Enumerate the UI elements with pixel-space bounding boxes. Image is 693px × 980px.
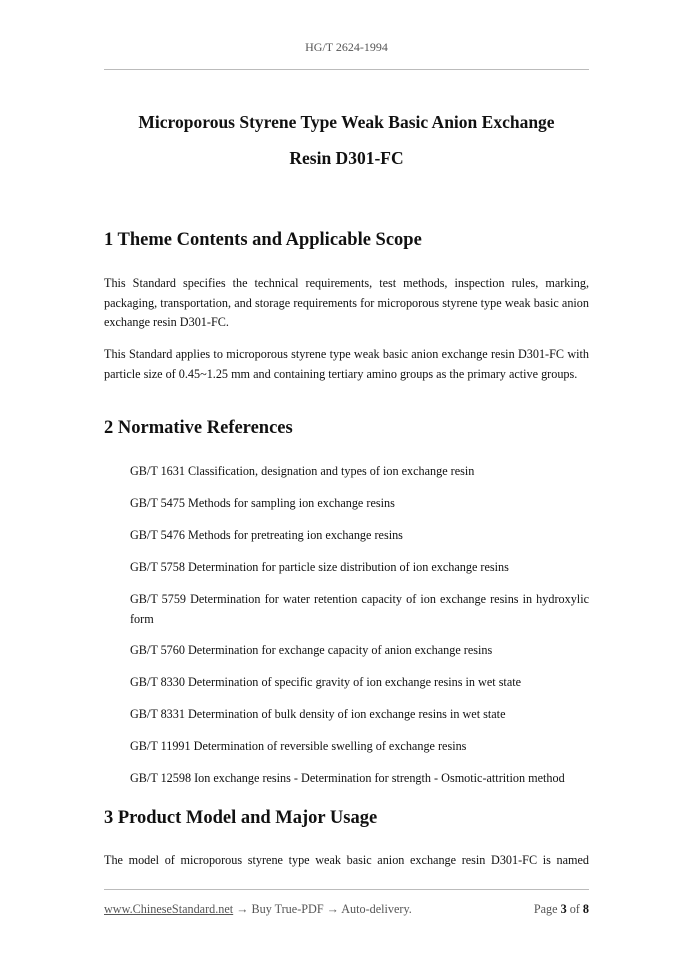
- section-2-heading: 2 Normative References: [104, 418, 293, 438]
- section-3-heading: 3 Product Model and Major Usage: [104, 808, 378, 828]
- section-1-heading: 1 Theme Contents and Applicable Scope: [104, 230, 422, 250]
- reference-item: GB/T 5476 Methods for pretreating ion exchange resins: [130, 528, 403, 542]
- reference-item: GB/T 5475 Methods for sampling ion exchange resins: [130, 496, 395, 510]
- reference-item: GB/T 12598 Ion exchange resins - Determination for strength - Osmotic-attrition method: [130, 771, 565, 785]
- reference-item: GB/T 5760 Determination for exchange capacity of anion exchange resins: [130, 643, 493, 657]
- of-word: of: [569, 902, 580, 916]
- document-code: HG/T 2624-1994: [305, 40, 388, 54]
- page-footer: [104, 889, 589, 916]
- total-pages: 8: [582, 902, 589, 916]
- reference-item: GB/T 11991 Determination of reversible swelling of exchange resins: [130, 739, 467, 753]
- reference-item: GB/T 8330 Determination of specific gravity of ion exchange resins in wet state: [130, 675, 522, 689]
- reference-item: GB/T 5759 Determination for water retention capacity of ion exchange resins in hydroxylic form: [130, 592, 589, 626]
- title-line-1: Microporous Styrene Type Weak Basic Anion Exchange: [138, 112, 555, 132]
- page-word: Page: [533, 902, 558, 916]
- section-1-paragraph-2: This Standard applies to microporous styrene type weak basic anion exchange resin D301-FC with particle size of 0.45~1.25 mm and containing tertiary amino groups as the primary active groups.: [104, 347, 589, 381]
- site-link[interactable]: www.ChineseStandard.net: [104, 902, 234, 916]
- reference-item: GB/T 8331 Determination of bulk density of ion exchange resins in wet state: [130, 707, 506, 721]
- document-title: [104, 104, 589, 176]
- arrow-icon: →: [236, 902, 249, 916]
- auto-delivery-text: Auto-delivery.: [341, 902, 412, 916]
- title-line-2: Resin D301-FC: [289, 148, 404, 168]
- reference-item: GB/T 5758 Determination for particle size distribution of ion exchange resins: [130, 560, 509, 574]
- buy-pdf-text: Buy True-PDF: [251, 902, 324, 916]
- reference-item: GB/T 1631 Classification, designation and types of ion exchange resin: [130, 464, 475, 478]
- page-header: [104, 40, 589, 70]
- current-page: 3: [560, 902, 567, 916]
- section-3-paragraph-1: The model of microporous styrene type weak basic anion exchange resin D301-FC is named: [104, 853, 589, 867]
- arrow-icon: →: [326, 902, 339, 916]
- section-1-paragraph-1: This Standard specifies the technical requirements, test methods, inspection rules, marking, packaging, transportation, and storage requirements for microporous styrene type weak basic anion exchange resin D301-FC.: [104, 276, 589, 329]
- footer-links: [104, 902, 412, 917]
- page-number: [534, 902, 589, 917]
